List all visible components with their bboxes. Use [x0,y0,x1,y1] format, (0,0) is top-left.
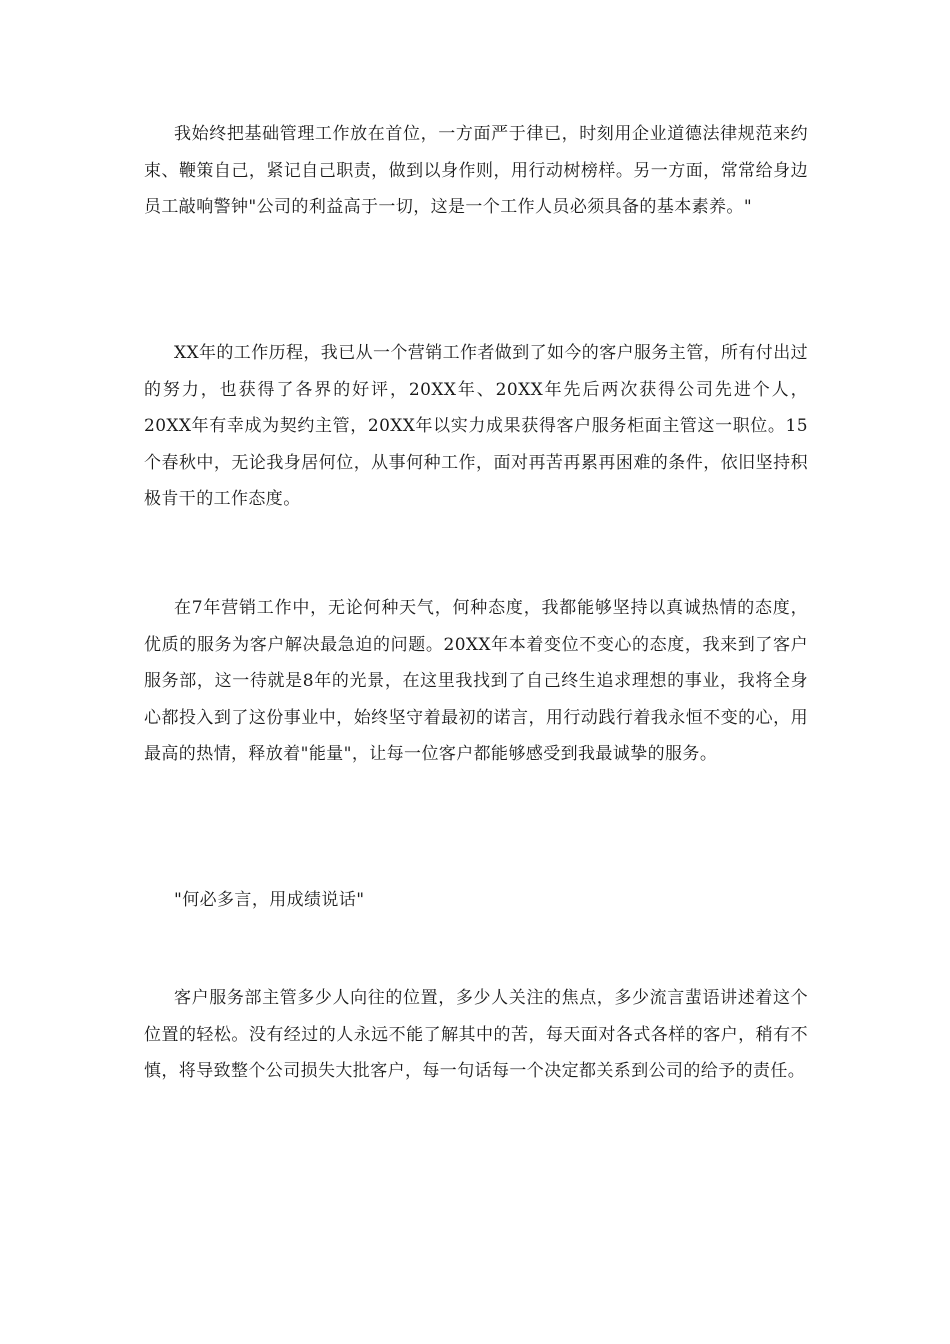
paragraph-work-history: XX年的工作历程，我已从一个营销工作者做到了如今的客户服务主管，所有付出过的努力，也获得了各界的好评，20XX年、20XX年先后两次获得公司先进个人，20XX年有幸成为契约主管，20XX年以实力成果获得客户服务柜面主管这一职位。15个春秋中，无论我身居何位，从事何种工作，面对再苦再累再困难的条件，依旧坚持积极肯干的工作态度。 [144,343,809,509]
paragraph-management-work: 我始终把基础管理工作放在首位，一方面严于律已，时刻用企业道德法律规范来约束、鞭策自己，紧记自己职责，做到以身作则，用行动树榜样。另一方面，常常给身边员工敲响警钟"公司的利益高于一切，这是一个工作人员必须具备的基本素养。" [144,124,808,217]
paragraph-quote-heading: "何必多言，用成绩说话" [174,890,365,910]
paragraph-supervisor-role: 客户服务部主管多少人向往的位置，多少人关注的焦点，多少流言蜚语讲述着这个位置的轻松。没有经过的人永远不能了解其中的苦，每天面对各式各样的客户，稍有不慎，将导致整个公司损失大批客户，每一句话每一个决定都关系到公司的给予的责任。 [144,988,808,1081]
paragraph-marketing-years: 在7年营销工作中，无论何种天气，何种态度，我都能够坚持以真诚热情的态度，优质的服务为客户解决最急迫的问题。20XX年本着变位不变心的态度，我来到了客户服务部，这一待就是8年的光景，在这里我找到了自己终生追求理想的事业，我将全身心都投入到了这份事业中，始终坚守着最初的诺言，用行动践行着我永恒不变的心，用最高的热情，释放着"能量"，让每一位客户都能够感受到我最诚挚的服务。 [144,598,808,764]
